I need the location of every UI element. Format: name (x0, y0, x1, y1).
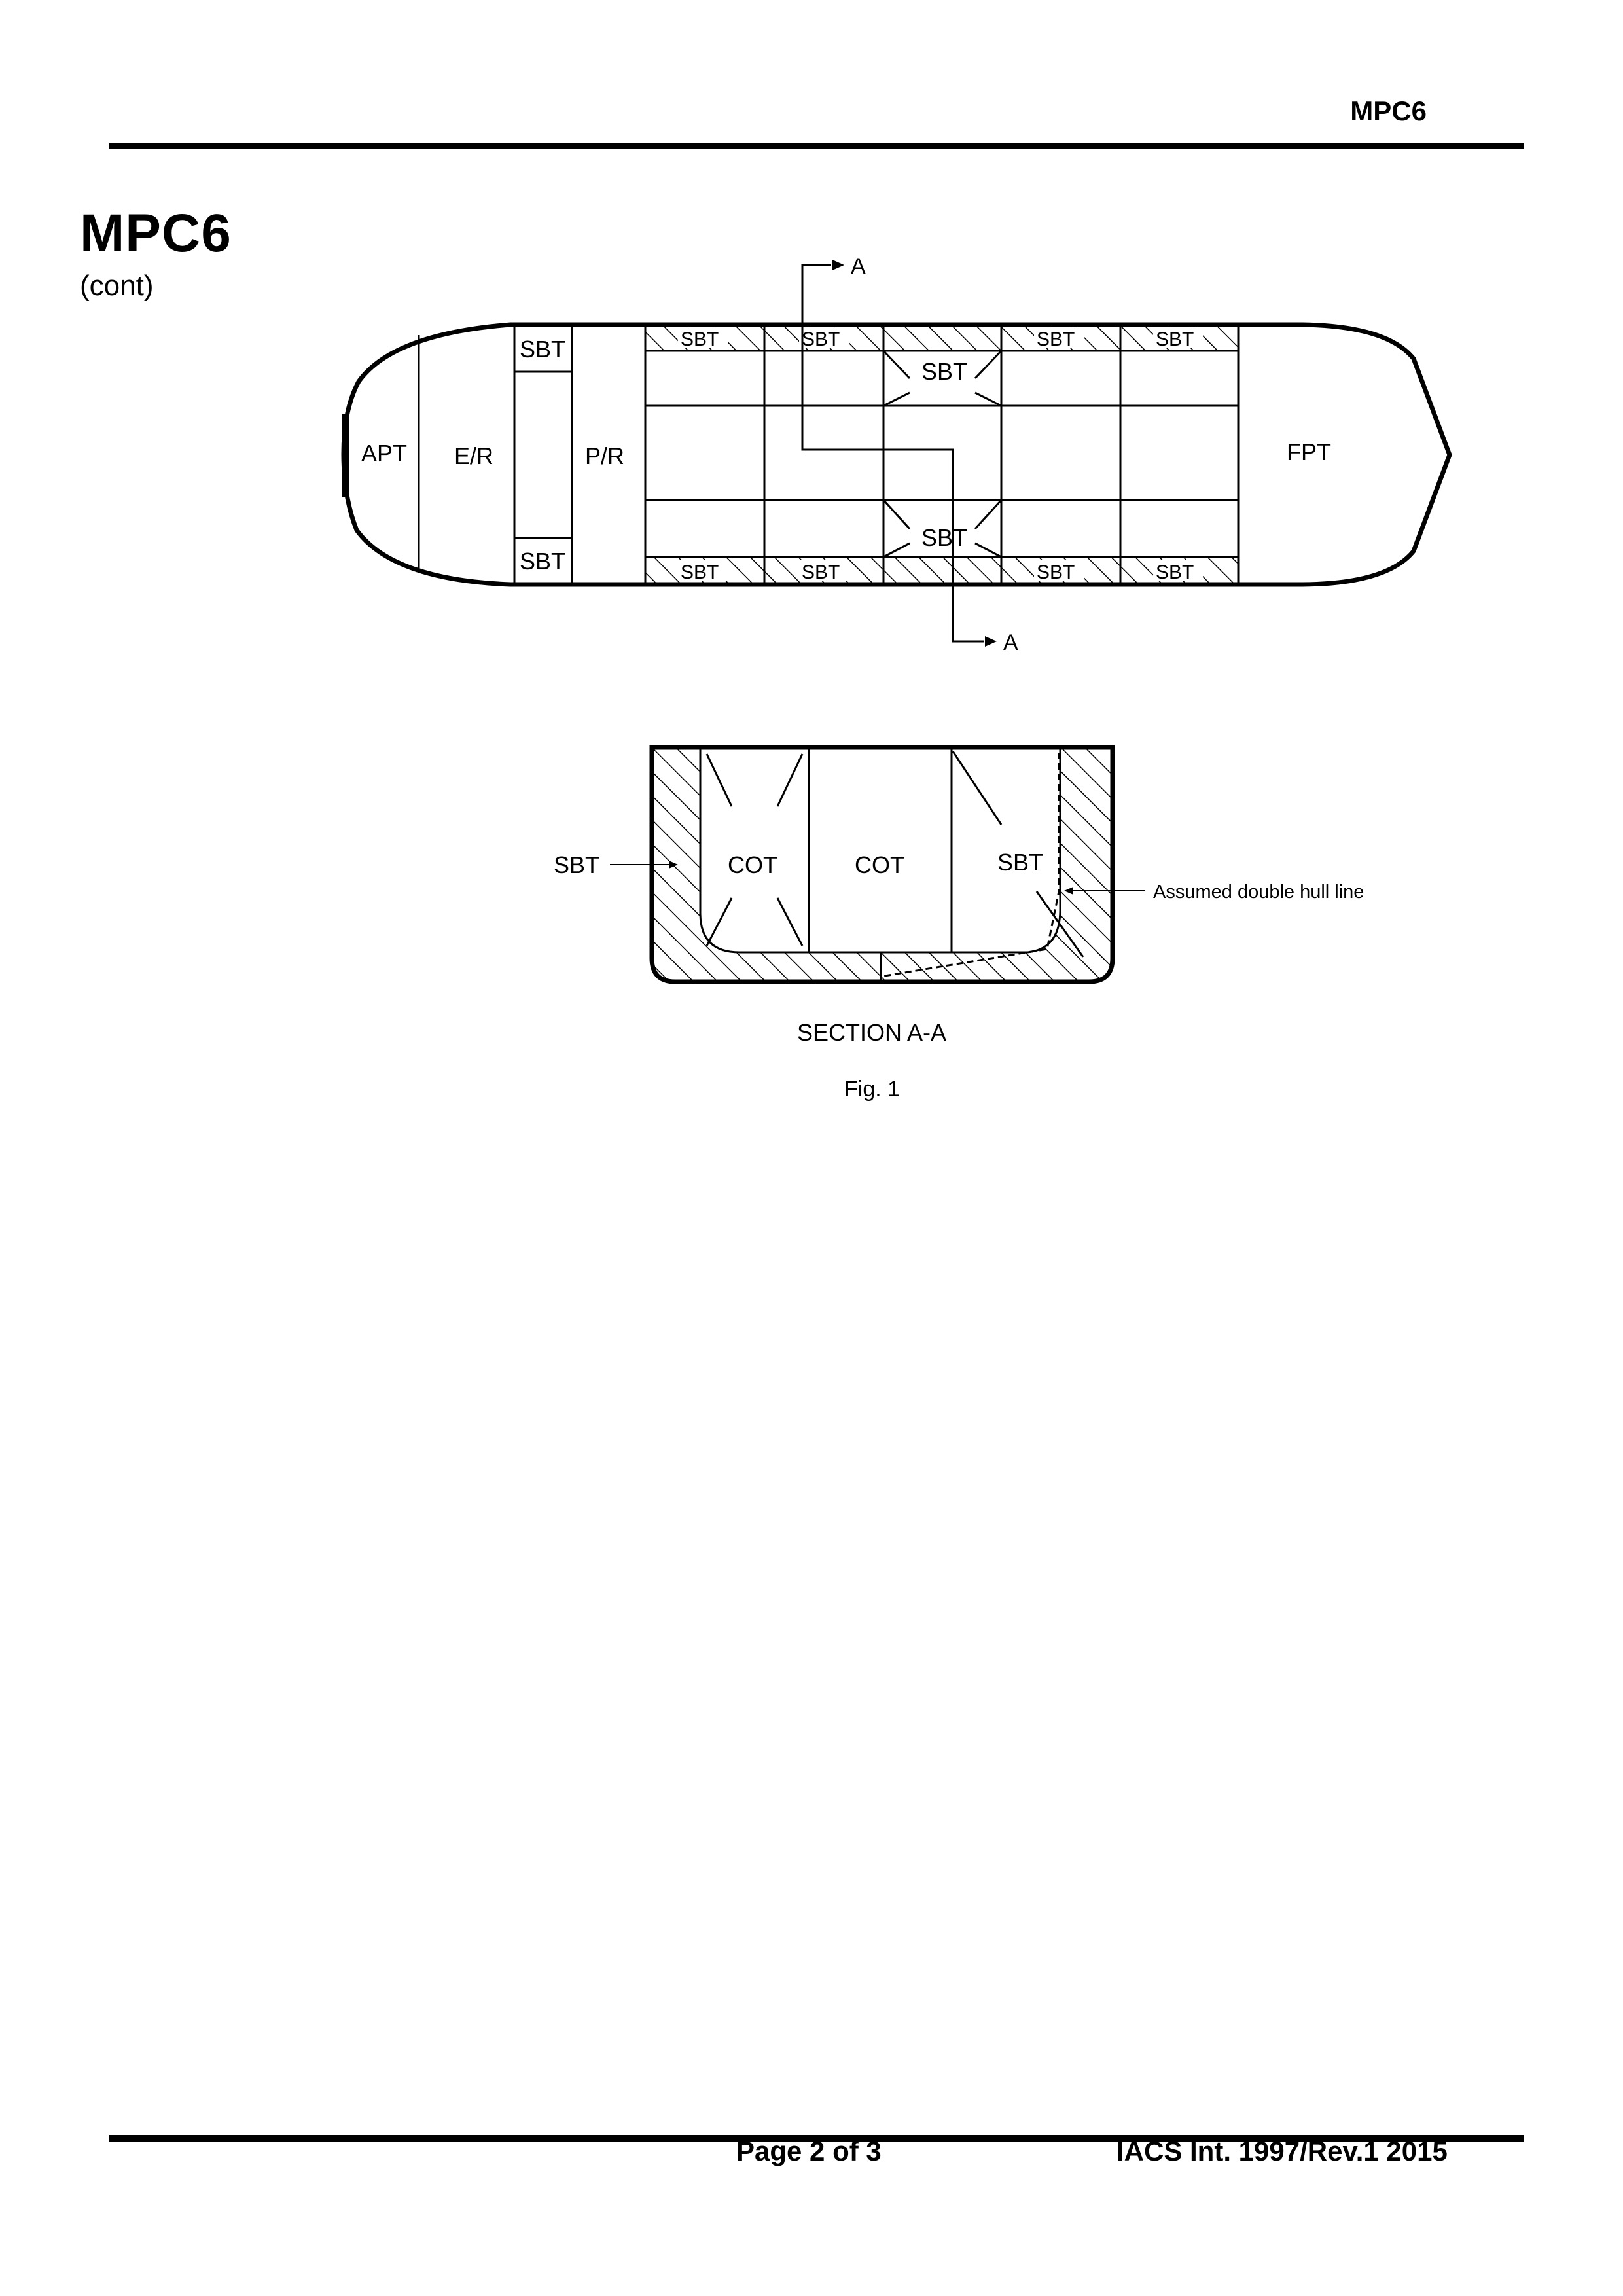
hatch-strip-bottom (645, 557, 1238, 583)
label-sbt-centre-lower: SBT (921, 524, 968, 551)
figure-caption: Fig. 1 (844, 1077, 901, 1102)
section-caption: SECTION A-A (797, 1019, 947, 1046)
label-sbt-strip-bottom-3: SBT (1037, 562, 1075, 583)
document-title: MPC6 (80, 204, 232, 263)
label-pr: P/R (585, 442, 625, 469)
section-label-cot-2: COT (855, 852, 904, 878)
label-sbt-box-upper: SBT (520, 336, 566, 363)
hatch-strip-top (645, 325, 1238, 351)
label-fpt: FPT (1287, 439, 1331, 465)
section-label-cot-1: COT (728, 852, 777, 878)
double-hull-callout: Assumed double hull line (1153, 882, 1364, 903)
label-sbt-strip-top-2: SBT (802, 329, 840, 350)
header-code: MPC6 (1350, 96, 1427, 126)
bulkheads (419, 325, 1238, 584)
label-sbt-centre-upper: SBT (921, 358, 968, 385)
label-sbt-box-lower: SBT (520, 548, 566, 575)
section-label-left-sbt: SBT (554, 852, 600, 878)
label-sbt-strip-top-4: SBT (1156, 329, 1194, 350)
page-number: Page 2 of 3 (736, 2136, 882, 2166)
section-label-right-sbt: SBT (997, 849, 1044, 876)
label-sbt-strip-bottom-1: SBT (681, 562, 719, 583)
section-mark-bottom: A (1003, 630, 1018, 655)
section-arrow-bottom (985, 636, 997, 647)
label-apt: APT (361, 440, 408, 467)
label-sbt-strip-bottom-2: SBT (802, 562, 840, 583)
section-a-a-view (554, 747, 1364, 1102)
document-reference: IACS Int. 1997/Rev.1 2015 (1116, 2136, 1448, 2166)
section-arrow-top (832, 260, 844, 270)
label-sbt-strip-top-3: SBT (1037, 329, 1075, 350)
label-er: E/R (454, 442, 494, 469)
document-subtitle: (cont) (80, 270, 154, 302)
section-mark-top: A (851, 254, 866, 279)
ship-plan-view (344, 254, 1450, 655)
label-sbt-strip-bottom-4: SBT (1156, 562, 1194, 583)
label-sbt-strip-top-1: SBT (681, 329, 719, 350)
